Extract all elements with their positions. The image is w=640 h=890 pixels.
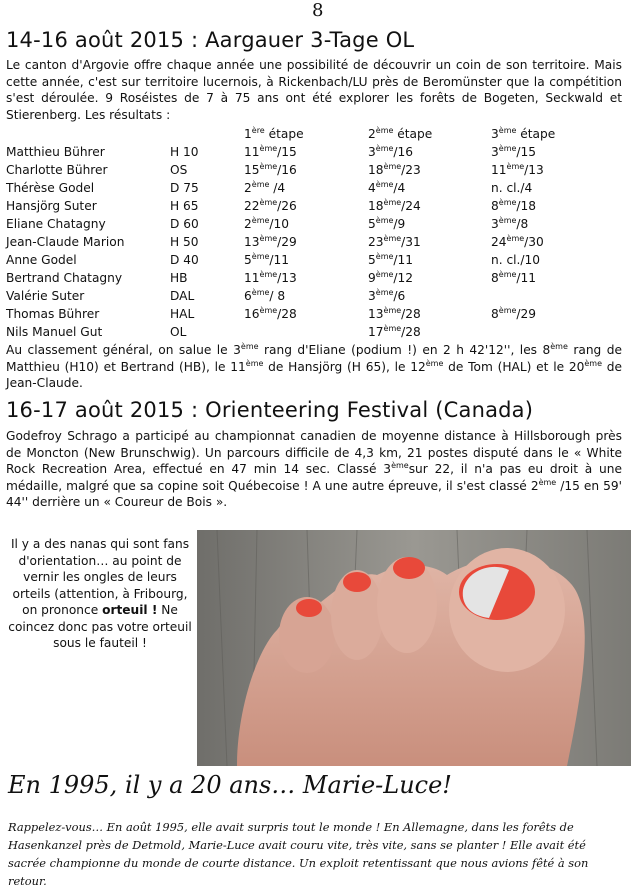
runner-name: Jean-Claude Marion xyxy=(6,235,125,249)
stage-2-result: 5ème/9 xyxy=(368,215,406,231)
stage-1-result: 11ème/15 xyxy=(244,143,297,159)
nail-third xyxy=(393,557,425,579)
runner-name: Matthieu Bührer xyxy=(6,145,105,159)
stage-2-result: 13ème/28 xyxy=(368,305,421,321)
table-row xyxy=(6,287,611,305)
runner-name: Nils Manuel Gut xyxy=(6,325,103,339)
runner-name: Bertrand Chatagny xyxy=(6,271,123,285)
stage-2-result: 18ème/23 xyxy=(368,161,421,177)
header-category xyxy=(170,125,244,143)
runner-name: Thomas Bührer xyxy=(6,307,100,321)
runner-name: Charlotte Bührer xyxy=(6,163,108,177)
table-row xyxy=(6,179,611,197)
stage-3-result xyxy=(491,287,611,305)
runner-category: D 75 xyxy=(170,181,199,195)
table-row xyxy=(6,161,611,179)
header-name xyxy=(6,125,170,143)
stage-1-result: 11ème/13 xyxy=(244,269,297,285)
stage-2-result: 5ème/11 xyxy=(368,251,414,267)
section3-title: En 1995, il y a 20 ans… Marie-Luce! xyxy=(8,771,452,799)
page-number: 8 xyxy=(312,0,324,21)
stage-3-result: 8ème/11 xyxy=(491,269,537,285)
stage-2-result: 4ème/4 xyxy=(368,179,406,195)
stage-3-result: n. cl./10 xyxy=(491,253,541,267)
table-row xyxy=(6,269,611,287)
nail-fourth xyxy=(343,572,371,592)
sidebar-text: Il y a des nanas qui sont fans d'orientation… au point de vernir les ongles de leurs orteils (attention, à Fribourg, on prononce orteuil ! Ne coincez donc pas votre orteuil sous le fauteil ! xyxy=(8,537,192,650)
stage-2-result: 18ème/24 xyxy=(368,197,421,213)
runner-category: OS xyxy=(170,163,188,177)
sidebar-bold-word: orteuil ! xyxy=(102,603,158,617)
stage-3-result: 3ème/15 xyxy=(491,143,537,159)
table-row xyxy=(6,305,611,323)
summary-text: Au classement général, on salue le 3ème rang d'Eliane (podium !) en 2 h 42'12'', les 8ème rang de Matthieu (H10) et Bertrand (HB), le 11ème de Hansjörg (H 65), le 12ème de Tom (HAL) et le 20ème de Jean-Claude. xyxy=(6,341,622,390)
table-row xyxy=(6,197,611,215)
results-table xyxy=(6,125,611,341)
runner-category: H 50 xyxy=(170,235,199,249)
runner-name: Thérèse Godel xyxy=(6,181,95,195)
runner-name: Valérie Suter xyxy=(6,289,85,303)
stage-3-result: n. cl./4 xyxy=(491,181,533,195)
stage-1-result: 6ème/ 8 xyxy=(244,287,286,303)
section1-intro: Le canton d'Argovie offre chaque année une possibilité de découvrir un coin de son territoire. Mais cette année, c'est sur territoire lucernois, à Rickenbach/LU près de Beromünster que la compétition s'est déroulée. 9 Roséistes de 7 à 75 ans ont été explorer les forêts de Bogeten, Seckwald et Stierenberg. Les résultats : xyxy=(6,58,622,122)
nail-small xyxy=(296,599,322,617)
table-row xyxy=(6,215,611,233)
runner-category: DAL xyxy=(170,289,195,303)
section1-summary xyxy=(6,342,622,392)
table-row xyxy=(6,233,611,251)
table-row xyxy=(6,143,611,161)
runner-category: H 10 xyxy=(170,145,199,159)
section2-title: 16-17 août 2015 : Orienteering Festival (Canada) xyxy=(6,398,534,422)
runner-category: D 40 xyxy=(170,253,199,267)
stage-2-result: 9ème/12 xyxy=(368,269,414,285)
stage-3-result: 24ème/30 xyxy=(491,233,544,249)
stage-1-result: 2ème /4 xyxy=(244,179,286,195)
runner-category: HB xyxy=(170,271,188,285)
stage-3-result: 11ème/13 xyxy=(491,161,544,177)
stage-2-result: 3ème/6 xyxy=(368,287,406,303)
header-stage-2: 2ème étape xyxy=(368,125,433,141)
runner-category: H 65 xyxy=(170,199,199,213)
toes-photo-illustration xyxy=(197,530,631,766)
stage-1-result: 22ème/26 xyxy=(244,197,297,213)
runner-category: OL xyxy=(170,325,187,339)
runner-name: Eliane Chatagny xyxy=(6,217,106,231)
stage-3-result: 8ème/29 xyxy=(491,305,537,321)
section2-body xyxy=(6,428,622,511)
table-row xyxy=(6,251,611,269)
stage-3-result xyxy=(491,323,611,341)
section3-body: Rappelez-vous… En août 1995, elle avait surpris tout le monde ! En Allemagne, dans les forêts de Hasenkanzel près de Detmold, Marie-Luce avait couru vite, très vite, sans se planter ! Elle avait été sacrée championne du monde de courte distance. Un exploit retentissant que nous avions fêté à son retour. xyxy=(8,820,589,888)
section1-title: 14-16 août 2015 : Aargauer 3-Tage OL xyxy=(6,28,415,52)
stage-1-result: 16ème/28 xyxy=(244,305,297,321)
stage-1-result xyxy=(244,323,368,341)
runner-category: HAL xyxy=(170,307,195,321)
section2-text: Godefroy Schrago a participé au championnat canadien de moyenne distance à Hillsborough près de Moncton (New Brunschwig). Un parcours difficile de 4,3 km, 21 postes disputé dans le « White Rock Recreation Area, effectué en 47 min 14 sec. Classé 3èmesur 22, il n'a pas eu droit à une médaille, malgré que sa copine soit Québecoise ! A une autre épreuve, il s'est classé 2ème /15 en 59' 44'' derrière un « Coureur de Bois ». xyxy=(6,429,622,509)
runner-name: Anne Godel xyxy=(6,253,77,267)
header-stage-3: 3ème étape xyxy=(491,125,556,141)
stage-1-result: 13ème/29 xyxy=(244,233,297,249)
toes-photo xyxy=(197,530,631,766)
stage-1-result: 2ème/10 xyxy=(244,215,290,231)
stage-1-result: 5ème/11 xyxy=(244,251,290,267)
runner-category: D 60 xyxy=(170,217,199,231)
table-row xyxy=(6,323,611,341)
stage-3-result: 8ème/18 xyxy=(491,197,537,213)
results-header-row xyxy=(6,125,611,143)
stage-2-result: 17ème/28 xyxy=(368,323,421,339)
stage-1-result: 15ème/16 xyxy=(244,161,297,177)
runner-name: Hansjörg Suter xyxy=(6,199,97,213)
stage-3-result: 3ème/8 xyxy=(491,215,529,231)
stage-2-result: 3ème/16 xyxy=(368,143,414,159)
stage-2-result: 23ème/31 xyxy=(368,233,421,249)
header-stage-1: 1ère étape xyxy=(244,125,304,141)
